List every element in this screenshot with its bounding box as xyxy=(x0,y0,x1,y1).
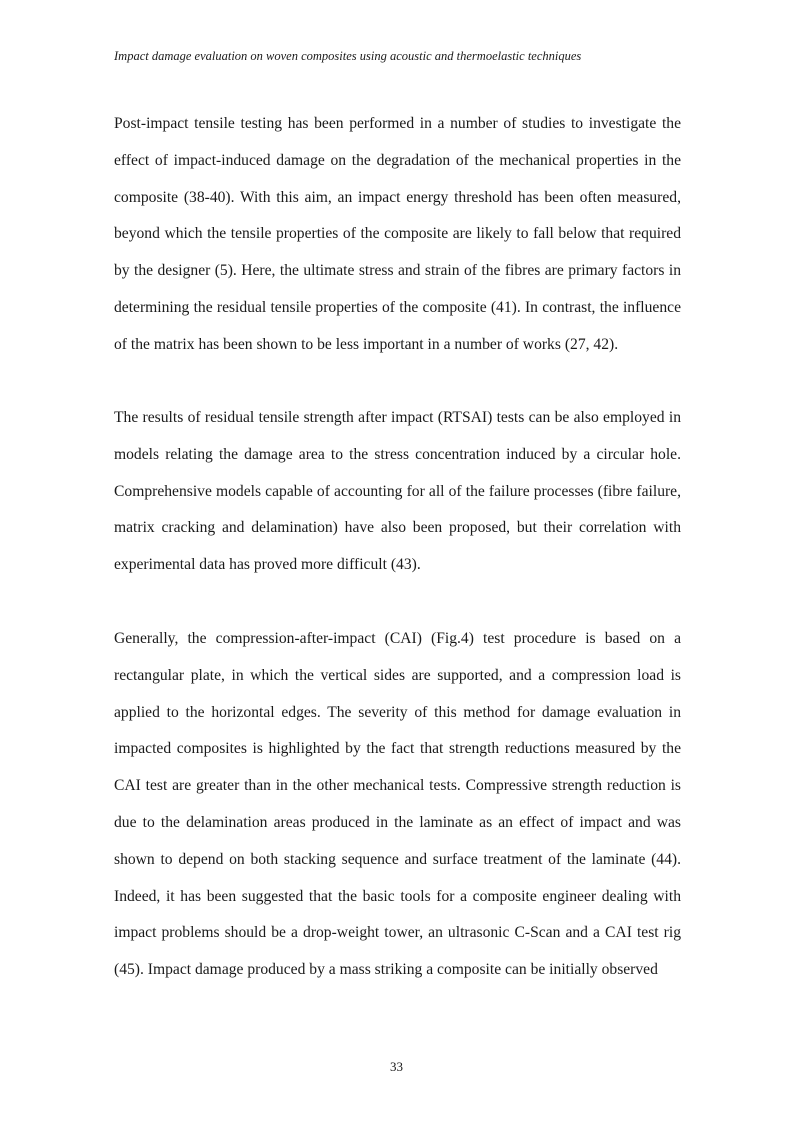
paragraph-cai: Generally, the compression-after-impact (CAI) (Fig.4) test procedure is based on a rectangular plate, in which the vertical sides are supported, and a compression load is applied to the horizontal edges. The severity of this method for damage evaluation in impacted composites is highlighted by the fact that strength reductions measured by the CAI test are greater than in the other mechanical tests. Compressive strength reduction is due to the delamination areas produced in the laminate as an effect of impact and was shown to depend on both stacking sequence and surface treatment of the laminate (44). Indeed, it has been suggested that the basic tools for a composite engineer dealing with impact problems should be a drop-weight tower, an ultrasonic C-Scan and a CAI test rig (45). Impact damage produced by a mass striking a composite can be initially observed xyxy=(114,630,681,979)
page-number: 33 xyxy=(390,1059,403,1074)
running-header: Impact damage evaluation on woven composites using acoustic and thermoelastic techniques xyxy=(114,49,582,63)
paragraph-post-impact-tensile: Post-impact tensile testing has been performed in a number of studies to investigate the effect of impact-induced damage on the degradation of the mechanical properties in the composite (38-40). With this aim, an impact energy threshold has been often measured, beyond which the tensile properties of the composite are likely to fall below that required by the designer (5). Here, the ultimate stress and strain of the fibres are primary factors in determining the residual tensile properties of the composite (41). In contrast, the influence of the matrix has been shown to be less important in a number of works (27, 42). xyxy=(114,115,681,353)
paragraph-rtsai: The results of residual tensile strength after impact (RTSAI) tests can be also employed in models relating the damage area to the stress concentration induced by a circular hole. Comprehensive models capable of accounting for all of the failure processes (fibre failure, matrix cracking and delamination) have also been proposed, but their correlation with experimental data has proved more difficult (43). xyxy=(114,409,681,574)
